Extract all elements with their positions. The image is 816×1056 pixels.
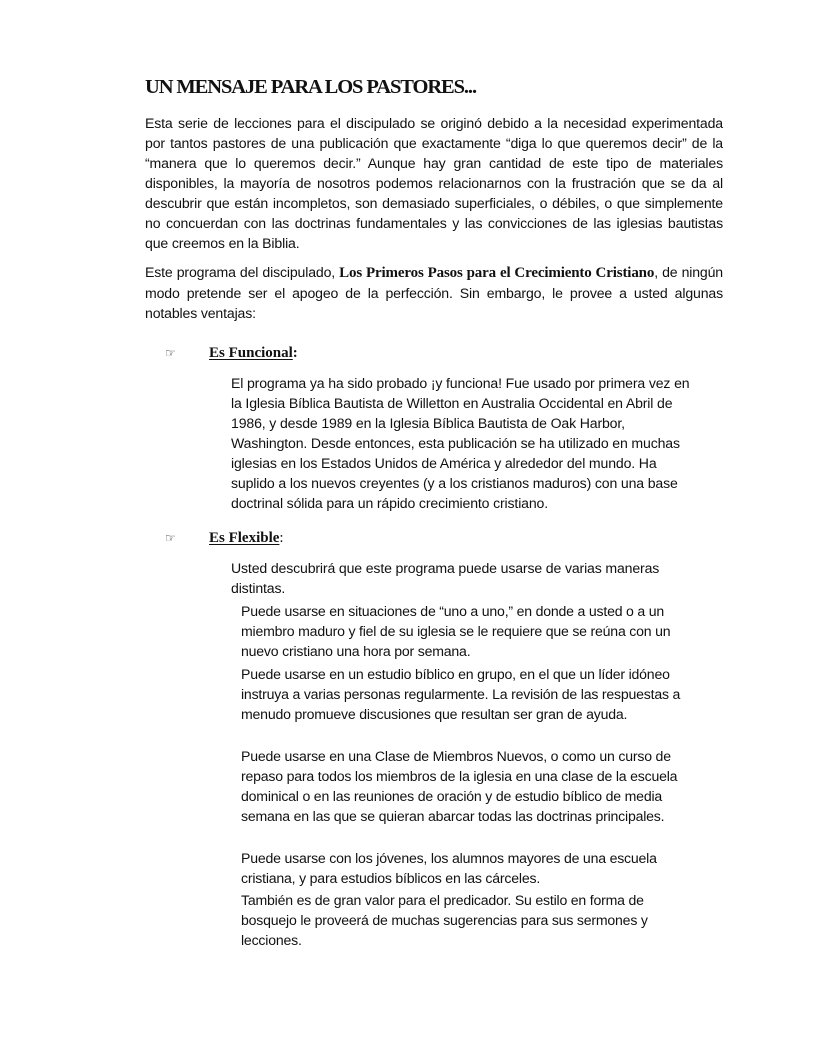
section-label-funcional: Es Funcional — [209, 345, 293, 361]
pointing-hand-icon: ☞ — [165, 531, 176, 545]
section-heading-flexible — [165, 528, 284, 548]
list-item: Puede usarse con los jóvenes, los alumnos mayores de una escuela cristiana, y para estudios bíblicos en las cárceles. — [241, 850, 657, 886]
list-item: Puede usarse en un estudio bíblico en grupo, en el que un líder idóneo instruya a varias personas regularmente. La revisión de las respuestas a menudo promueve discusiones que resultan ser gran de ayuda. — [241, 666, 681, 722]
program-paragraph — [145, 262, 723, 323]
section-heading-funcional — [165, 343, 298, 363]
section-text-flexible: Usted descubrirá que este programa puede usarse de varias maneras distintas. — [231, 560, 660, 596]
section-colon-flexible: : — [279, 530, 284, 546]
section-label-flexible: Es Flexible — [209, 530, 280, 546]
intro-paragraph: Esta serie de lecciones para el discipulado se originó debido a la necesidad experimentada por tantos pastores de una publicación que exactamente “diga lo que queremos decir” de la “manera que lo queremos decir.” Aunque hay gran cantidad de este tipo de materiales disponibles, la mayoría de nosotros podemos relacionarnos con la frustración que se da al descubrir que están incompletos, son demasiado superficiales, o débiles, o que simplemente no concuerdan con las doctrinas fundamentales y las convicciones de las iglesias bautistas que creemos en la Biblia. — [145, 115, 723, 251]
page-title: UN MENSAJE PARA LOS PASTORES... — [145, 76, 476, 98]
program-text-before: Este programa del discipulado, — [145, 264, 340, 280]
program-book-title: Los Primeros Pasos para el Crecimiento Cristiano — [339, 265, 655, 281]
list-item: Puede usarse en una Clase de Miembros Nuevos, o como un curso de repaso para todos los miembros de la iglesia en una clase de la escuela dominical o en las reuniones de oración y de estudio bíblico de media semana en las que se quieran abarcar todas las doctrinas principales. — [241, 748, 678, 824]
section-colon-funcional: : — [292, 345, 298, 361]
section-text-funcional: El programa ya ha sido probado ¡y funciona! Fue usado por primera vez en la Iglesia Bíblica Bautista de Willetton en Australia Occidental en Abril de 1986, y desde 1989 en la Iglesia Bíblica Bautista de Oak Harbor, Washington. Desde entonces, esta publicación se ha utilizado en muchas iglesias en los Estados Unidos de América y alrededor del mundo. Ha suplido a los nuevos creyentes (y a los cristianos maduros) con una base doctrinal sólida para un rápido crecimiento cristiano. — [231, 375, 690, 511]
list-item: También es de gran valor para el predicador. Su estilo en forma de bosquejo le proveerá de muchas sugerencias para sus sermones y lecciones. — [241, 892, 648, 948]
program-text-after: , de ningún modo pretende ser el apogeo de la perfección. Sin embargo, le provee a usted algunas notables ventajas: — [145, 264, 723, 321]
list-item: Puede usarse en situaciones de “uno a uno,” en donde a usted o a un miembro maduro y fiel de su iglesia se le requiere que se reúna con un nuevo cristiano una hora por semana. — [241, 603, 671, 659]
pointing-hand-icon: ☞ — [165, 346, 176, 360]
